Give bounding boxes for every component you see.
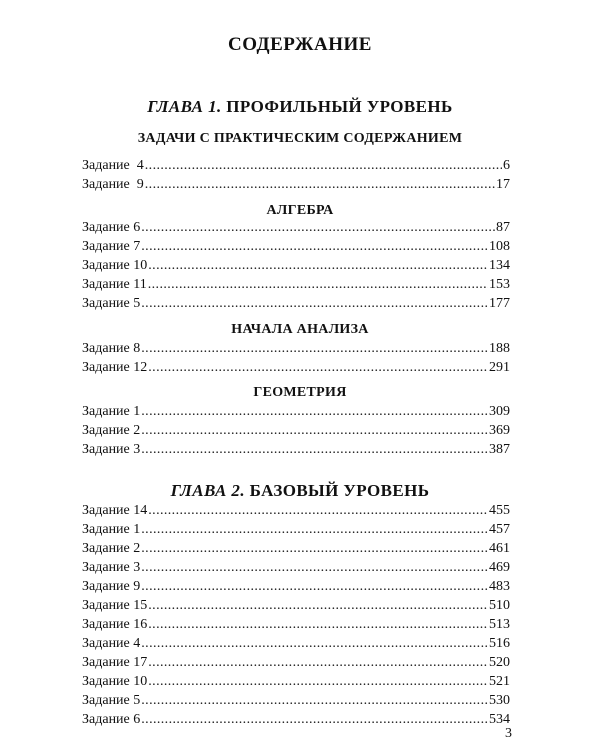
- toc-list: [82, 218, 510, 313]
- toc-entry-label: Задание 5: [82, 693, 141, 708]
- leader-dots: [145, 175, 495, 194]
- toc-entry-label: Задание 10: [82, 258, 148, 273]
- leader-dots: [141, 218, 495, 237]
- section-heading: НАЧАЛА АНАЛИЗА: [231, 322, 369, 337]
- toc-list: [82, 501, 510, 729]
- toc-entry-label: Задание 3: [82, 560, 141, 575]
- toc-entry[interactable]: [82, 237, 510, 256]
- chapter-1-prefix: ГЛАВА 1.: [147, 97, 222, 116]
- toc-entry[interactable]: [82, 294, 510, 313]
- toc-entry-label: Задание 3: [82, 442, 141, 457]
- leader-dots: [141, 577, 488, 596]
- page-title: СОДЕРЖАНИЕ: [228, 34, 372, 55]
- toc-entry[interactable]: [82, 691, 510, 710]
- leader-dots: [141, 539, 488, 558]
- toc-entry-page: 521: [489, 674, 510, 689]
- toc-entry[interactable]: [82, 275, 510, 294]
- chapter-2-heading: [0, 481, 600, 501]
- toc-entry-label: Задание 5: [82, 296, 141, 311]
- toc-entry-label: Задание 4: [82, 158, 144, 173]
- chapter-2-prefix: ГЛАВА 2.: [170, 481, 245, 500]
- chapter-1-name: ПРОФИЛЬНЫЙ УРОВЕНЬ: [221, 97, 453, 116]
- toc-entry[interactable]: [82, 558, 510, 577]
- toc-entry-page: 510: [489, 598, 510, 613]
- section-heading: ЗАДАЧИ С ПРАКТИЧЕСКИМ СОДЕРЖАНИЕМ: [137, 131, 463, 146]
- leader-dots: [145, 156, 502, 175]
- toc-entry[interactable]: [82, 175, 510, 194]
- leader-dots: [141, 440, 488, 459]
- toc-entry[interactable]: [82, 539, 510, 558]
- toc-entry[interactable]: [82, 156, 510, 175]
- section-heading: АЛГЕБРА: [266, 203, 334, 218]
- leader-dots: [141, 520, 488, 539]
- toc-entry-label: Задание 15: [82, 598, 148, 613]
- toc-entry-page: 469: [489, 560, 510, 575]
- toc-entry-label: Задание 6: [82, 220, 141, 235]
- leader-dots: [148, 615, 488, 634]
- toc-entry-page: 530: [489, 693, 510, 708]
- leader-dots: [141, 558, 488, 577]
- leader-dots: [141, 710, 488, 729]
- toc-entry-page: 369: [489, 423, 510, 438]
- toc-entry-page: 534: [489, 712, 510, 727]
- toc-entry-label: Задание 6: [82, 712, 141, 727]
- toc-entry-page: 188: [489, 341, 510, 356]
- toc-entry-label: Задание 16: [82, 617, 148, 632]
- toc-entry[interactable]: [82, 402, 510, 421]
- leader-dots: [148, 358, 488, 377]
- toc-entry[interactable]: [82, 501, 510, 520]
- toc-entry[interactable]: [82, 596, 510, 615]
- toc-entry[interactable]: [82, 520, 510, 539]
- toc-list: [82, 402, 510, 459]
- leader-dots: [148, 596, 488, 615]
- toc-entry[interactable]: [82, 577, 510, 596]
- toc-entry[interactable]: [82, 653, 510, 672]
- toc-entry-page: 177: [489, 296, 510, 311]
- toc-entry-page: 513: [489, 617, 510, 632]
- toc-entry-label: Задание 7: [82, 239, 141, 254]
- toc-entry-page: 483: [489, 579, 510, 594]
- toc-entry[interactable]: [82, 672, 510, 691]
- toc-list: [82, 156, 510, 194]
- toc-entry[interactable]: [82, 634, 510, 653]
- toc-entry-page: 108: [489, 239, 510, 254]
- toc-list: [82, 339, 510, 377]
- leader-dots: [148, 672, 488, 691]
- leader-dots: [141, 237, 488, 256]
- toc-entry[interactable]: [82, 421, 510, 440]
- toc-entry[interactable]: [82, 256, 510, 275]
- toc-entry-label: Задание 9: [82, 177, 144, 192]
- leader-dots: [141, 402, 488, 421]
- leader-dots: [141, 339, 488, 358]
- toc-entry-label: Задание 8: [82, 341, 141, 356]
- toc-entry[interactable]: [82, 440, 510, 459]
- leader-dots: [148, 501, 488, 520]
- toc-entry-label: Задание 17: [82, 655, 148, 670]
- toc-entry-page: 455: [489, 503, 510, 518]
- toc-entry-label: Задание 2: [82, 541, 141, 556]
- toc-entry-label: Задание 1: [82, 522, 141, 537]
- toc-entry-label: Задание 1: [82, 404, 141, 419]
- page-number: 3: [505, 726, 512, 741]
- toc-entry-label: Задание 11: [82, 277, 147, 292]
- toc-entry-label: Задание 2: [82, 423, 141, 438]
- leader-dots: [141, 634, 488, 653]
- leader-dots: [148, 653, 488, 672]
- toc-entry[interactable]: [82, 218, 510, 237]
- toc-entry-page: 17: [496, 177, 510, 192]
- section-heading: ГЕОМЕТРИЯ: [253, 385, 347, 400]
- leader-dots: [148, 275, 488, 294]
- leader-dots: [141, 691, 488, 710]
- toc-entry-page: 87: [496, 220, 510, 235]
- toc-entry-page: 291: [489, 360, 510, 375]
- toc-entry-label: Задание 4: [82, 636, 141, 651]
- toc-entry[interactable]: [82, 710, 510, 729]
- toc-entry-label: Задание 10: [82, 674, 148, 689]
- toc-entry-page: 461: [489, 541, 510, 556]
- chapter-2-name: БАЗОВЫЙ УРОВЕНЬ: [245, 481, 430, 500]
- toc-entry-label: Задание 9: [82, 579, 141, 594]
- toc-entry-page: 6: [503, 158, 510, 173]
- toc-entry-label: Задание 14: [82, 503, 148, 518]
- toc-entry-page: 520: [489, 655, 510, 670]
- toc-entry-page: 309: [489, 404, 510, 419]
- chapter-1-heading: [0, 97, 600, 117]
- toc-entry[interactable]: [82, 358, 510, 377]
- toc-entry-page: 387: [489, 442, 510, 457]
- leader-dots: [141, 294, 488, 313]
- leader-dots: [141, 421, 488, 440]
- toc-entry-page: 134: [489, 258, 510, 273]
- toc-entry-page: 516: [489, 636, 510, 651]
- toc-entry-page: 153: [489, 277, 510, 292]
- toc-entry-page: 457: [489, 522, 510, 537]
- leader-dots: [148, 256, 488, 275]
- toc-entry[interactable]: [82, 615, 510, 634]
- toc-entry[interactable]: [82, 339, 510, 358]
- toc-entry-label: Задание 12: [82, 360, 148, 375]
